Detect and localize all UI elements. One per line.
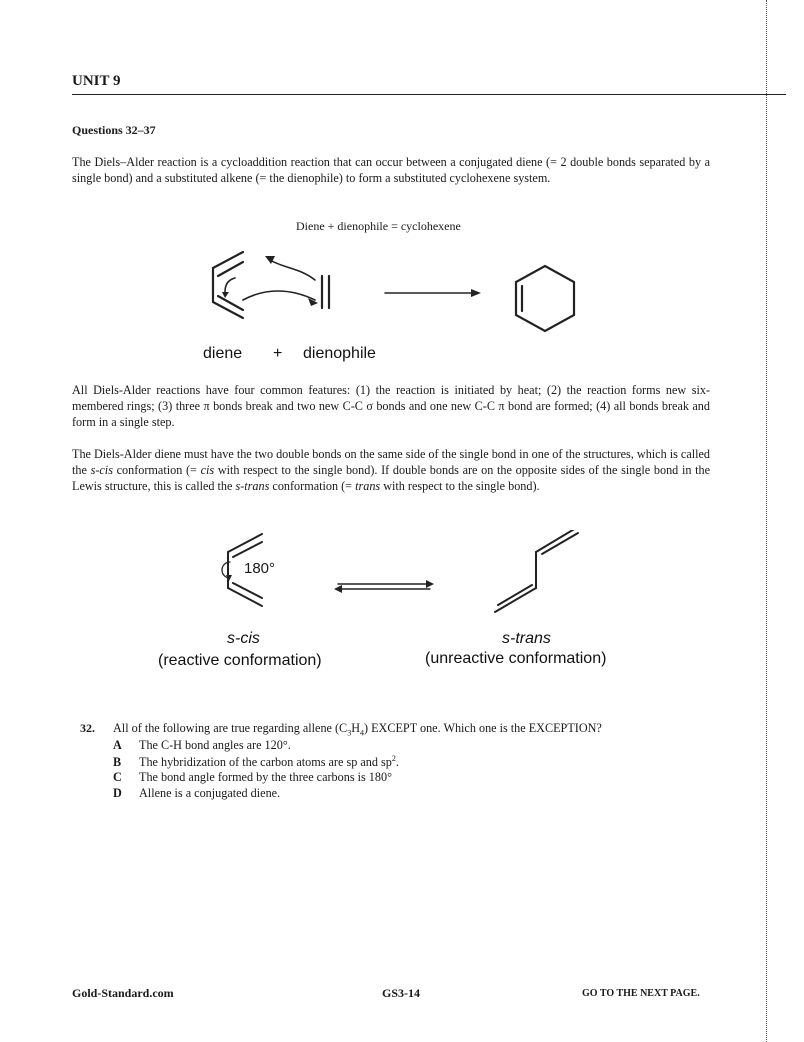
arrowhead-3 <box>222 292 229 298</box>
angle-label: 180° <box>244 560 276 577</box>
arrowhead-1 <box>265 256 275 264</box>
intro-paragraph: The Diels–Alder reaction is a cycloaddition reaction that can occur between a conjugated diene (= 2 double bonds separated by a single bond) and a substituted alkene (= the dienophile) to form a substituted cyclohexene system. <box>72 155 710 185</box>
scis-double-top <box>233 542 262 557</box>
scis-double-bottom <box>233 583 262 598</box>
features-paragraph: All Diels-Alder reactions have four common features: (1) the reaction is initiated by heat; (2) the reaction forms new six-membered rings; (3) three π bonds break and two new C-C σ bonds and one new C-C π bond are formed; (4) all bonds break and form in a single step. <box>72 383 710 429</box>
forward-arrowhead <box>426 580 434 588</box>
footer-site: Gold-Standard.com <box>72 986 174 1000</box>
cyclohexene-ring <box>516 266 574 331</box>
scis-label: s-cis <box>227 630 260 647</box>
conformation-scheme <box>200 530 600 630</box>
diels-alder-scheme <box>195 240 595 370</box>
scis-note: (reactive conformation) <box>158 652 322 669</box>
scis-bond-bottom <box>228 588 262 606</box>
strans-double-2 <box>542 533 578 554</box>
curved-arrow-2 <box>243 291 315 300</box>
scheme-caption: Diene + dienophile = cyclohexene <box>296 219 461 233</box>
footer-next-page: GO TO THE NEXT PAGE. <box>582 988 700 999</box>
footer-page-number: GS3-14 <box>382 986 421 1000</box>
unit-title: UNIT 9 <box>72 73 121 89</box>
strans-label: s-trans <box>502 630 551 647</box>
option-b[interactable]: B The hybridization of the carbon atoms are sp and $sp^2$. <box>113 754 399 770</box>
conformation-paragraph: The Diels-Alder diene must have the two double bonds on the same side of the single bond in one of the structures, which is called the s-cis conformation (= cis with respect to the single bond). If double bonds are on the opposite sides of the single bond in the Lewis structure, this is called the s-trans conformation (= trans with respect to the single bond). <box>72 447 711 493</box>
section-title: Questions 32–37 <box>72 123 156 137</box>
option-a[interactable]: A The C-H bond angles are 120°. <box>113 738 291 752</box>
diene-bond-bottom <box>213 302 243 318</box>
strans-double-1 <box>498 585 532 605</box>
strans-bond-2 <box>536 530 576 552</box>
dienophile-label: dienophile <box>303 345 376 362</box>
strans-bond-1 <box>495 588 536 612</box>
header-rule <box>72 94 786 95</box>
question-text: All of the following are true regarding allene $(C_3H_4)$ EXCEPT one. Which one is the EXCEPTION? <box>113 721 602 738</box>
plus-sign: + <box>273 345 283 362</box>
option-c[interactable]: C The bond angle formed by the three carbons is 180° <box>113 770 392 784</box>
page-edge-dotted-line <box>766 0 767 1042</box>
curved-arrow-3 <box>225 278 235 292</box>
option-d[interactable]: D Allene is a conjugated diene. <box>113 786 281 800</box>
curved-arrow-1 <box>270 260 315 280</box>
reaction-arrowhead <box>471 289 481 297</box>
question-number: 32. <box>80 721 95 735</box>
diene-label: diene <box>203 345 243 362</box>
scis-bond-top <box>228 534 262 552</box>
back-arrowhead <box>334 585 342 593</box>
strans-note: (unreactive conformation) <box>425 650 607 667</box>
